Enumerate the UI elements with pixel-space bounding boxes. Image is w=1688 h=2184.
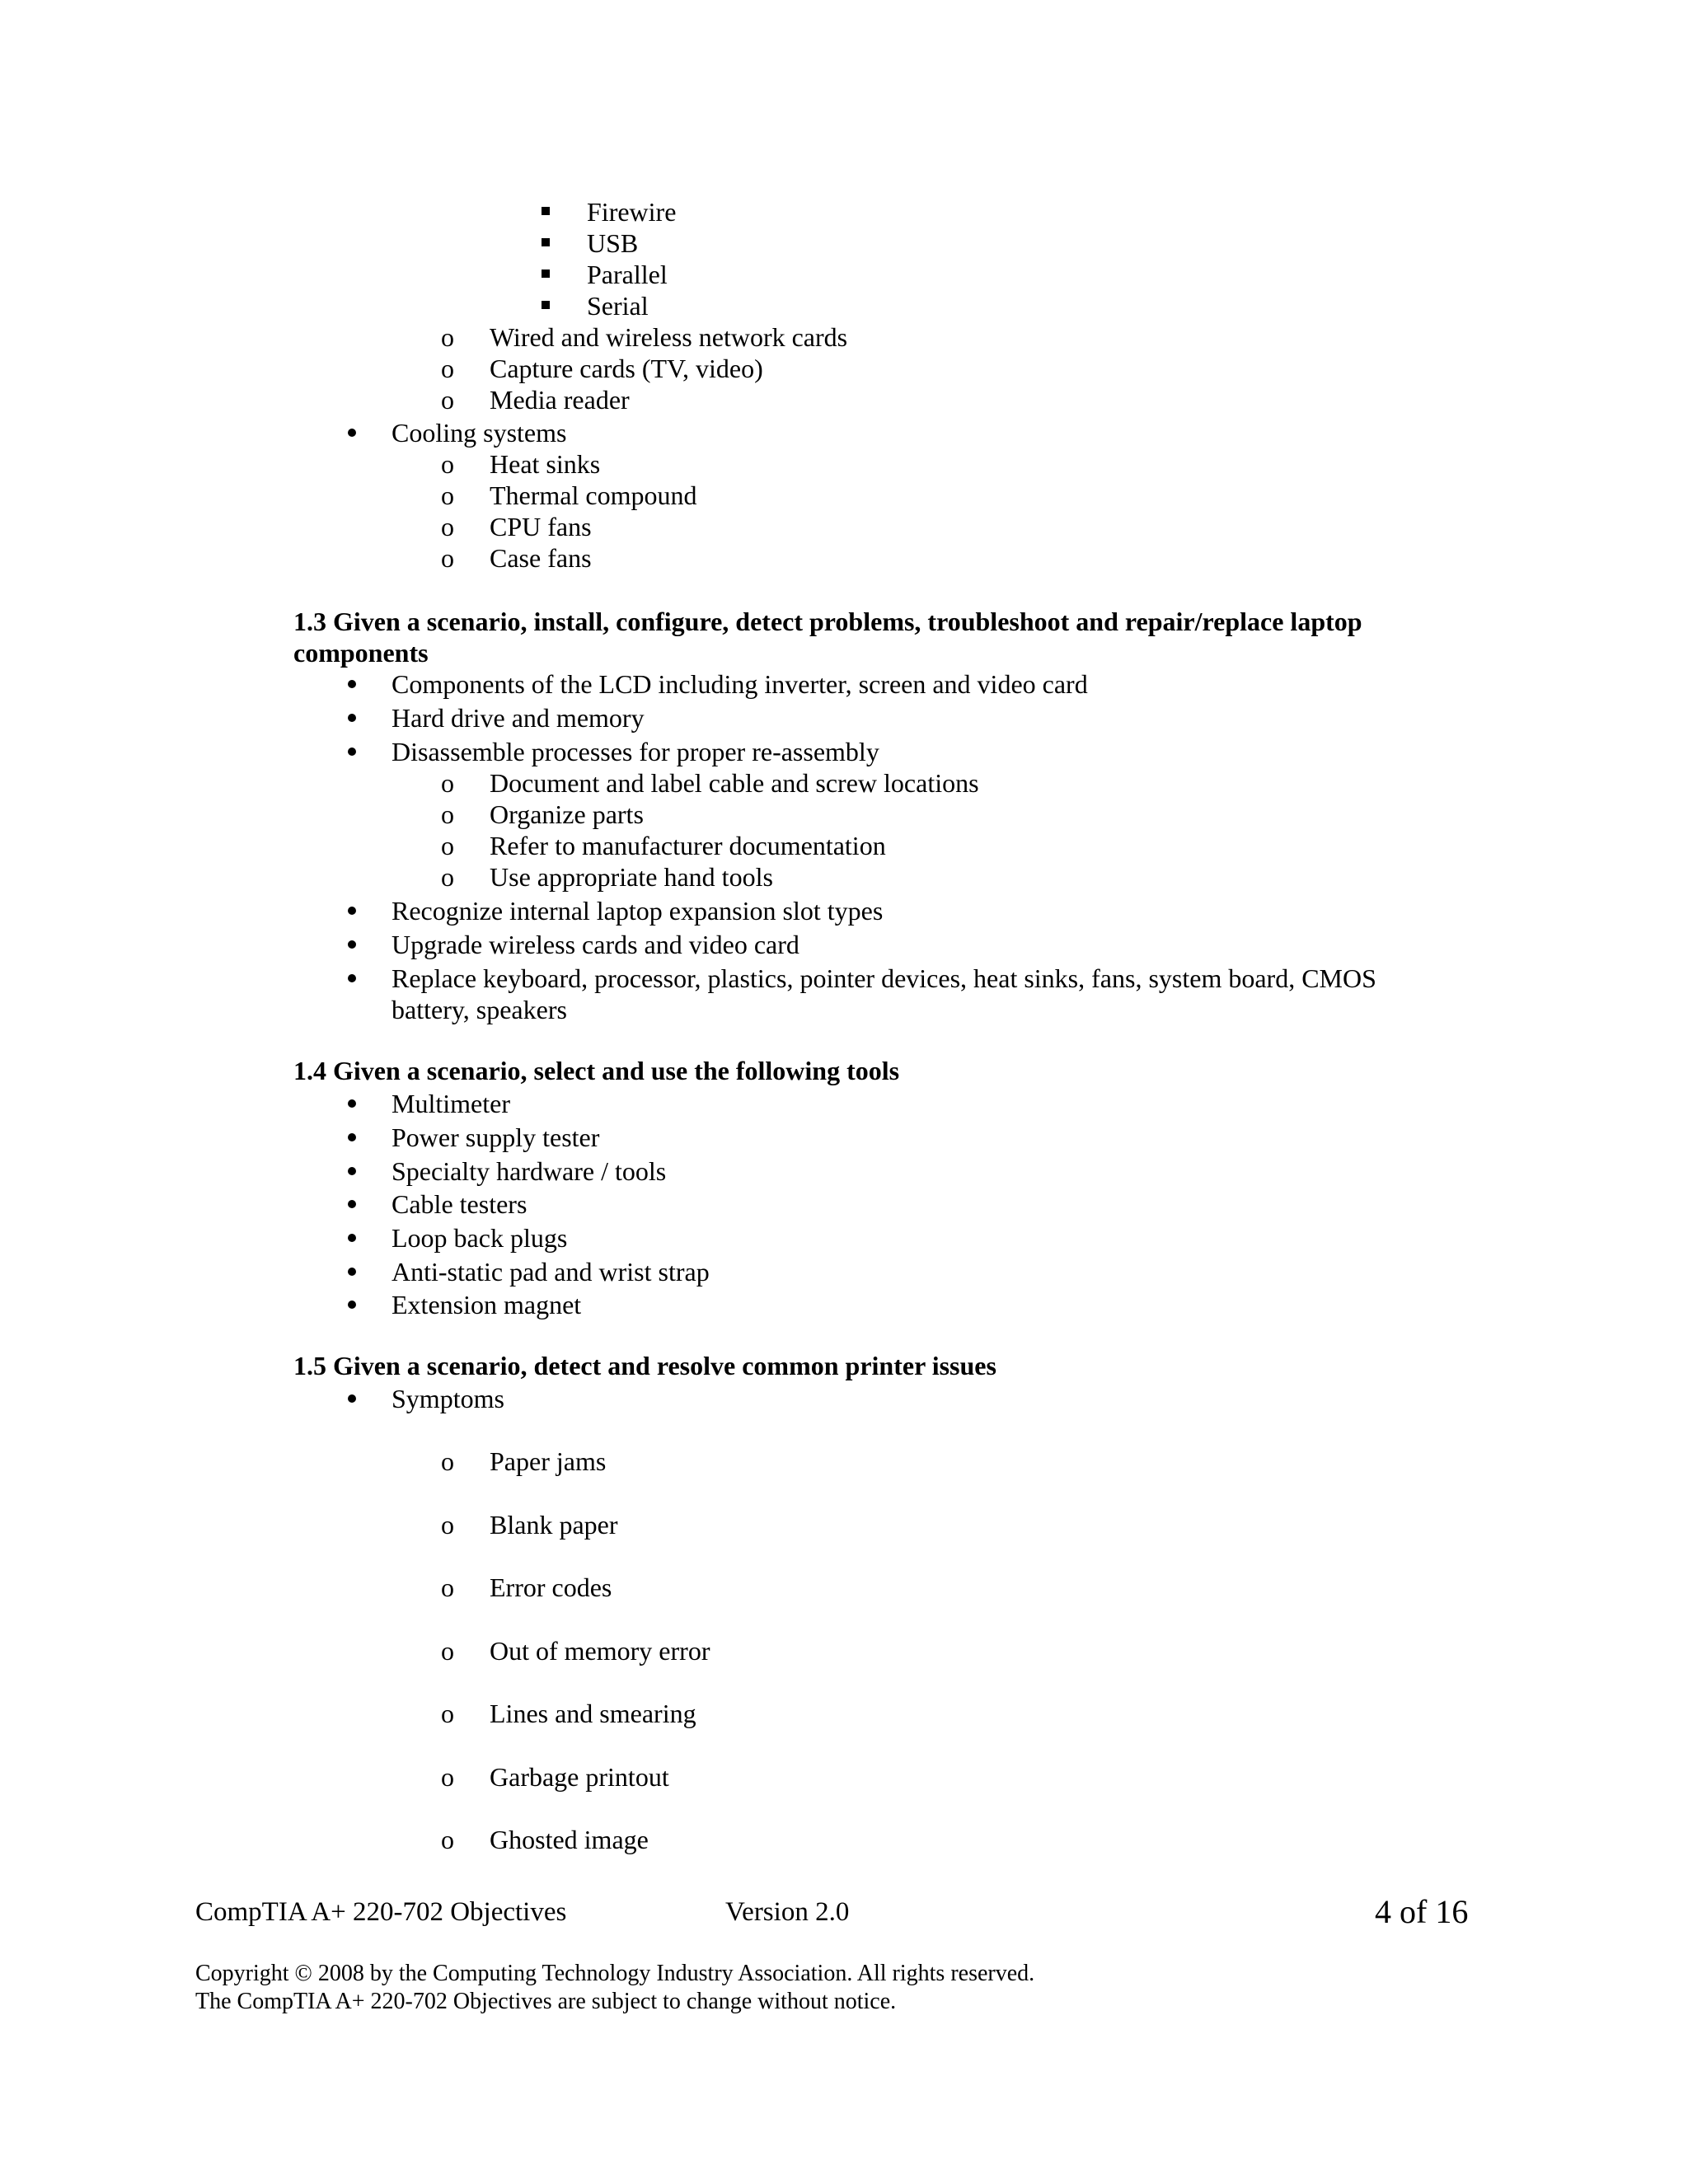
circle-bullet-icon: o [441,543,454,573]
list-item: Paper jams [490,1446,607,1476]
bullet-icon [348,907,356,915]
circle-bullet-icon: o [441,1762,454,1792]
list-item: Symptoms [392,1384,504,1413]
list-item: Media reader [490,385,630,415]
list-item: Extension magnet [392,1290,582,1319]
list-item: Blank paper [490,1510,618,1540]
list-item: Components of the LCD including inverter, screen and video card [392,669,1088,699]
list-item: Specialty hardware / tools [392,1156,667,1186]
circle-bullet-icon: o [441,480,454,510]
page-number: 4 of 16 [1375,1893,1469,1930]
bullet-icon [348,940,356,949]
circle-bullet-icon: o [441,831,454,860]
list-item: Multimeter [392,1089,510,1118]
bullet-icon [348,1200,356,1208]
list-item: Replace keyboard, processor, plastics, pointer devices, heat sinks, fans, system board, CMOS [392,963,1376,993]
list-item: Organize parts [490,799,644,829]
circle-bullet-icon: o [441,862,454,892]
list-item: Out of memory error [490,1636,710,1666]
list-item-continued: battery, speakers [392,995,567,1024]
circle-bullet-icon: o [441,1636,454,1666]
bullet-icon [348,1167,356,1175]
circle-bullet-icon: o [441,1446,454,1476]
circle-bullet-icon: o [441,512,454,541]
circle-bullet-icon: o [441,1825,454,1854]
bullet-icon [348,748,356,756]
list-item: Capture cards (TV, video) [490,354,763,383]
list-item: Power supply tester [392,1122,600,1152]
list-item: Recognize internal laptop expansion slot types [392,896,884,926]
list-item: CPU fans [490,512,592,541]
square-bullet-icon [542,207,550,215]
footer-version: Version 2.0 [725,1897,850,1927]
circle-bullet-icon: o [441,1699,454,1728]
list-item: Heat sinks [490,449,601,479]
circle-bullet-icon: o [441,385,454,415]
circle-bullet-icon: o [441,354,454,383]
circle-bullet-icon: o [441,1510,454,1540]
list-item: Ghosted image [490,1825,649,1854]
copyright-notice: Copyright © 2008 by the Computing Technology Industry Association. All rights reserved. [195,1961,1035,1986]
list-item: Garbage printout [490,1762,669,1792]
list-item: Hard drive and memory [392,703,645,733]
bullet-icon [348,714,356,722]
list-item: Wired and wireless network cards [490,322,848,352]
list-item: Error codes [490,1572,612,1602]
list-item: Cable testers [392,1189,528,1219]
bullet-icon [348,1133,356,1141]
circle-bullet-icon: o [441,768,454,798]
circle-bullet-icon: o [441,799,454,829]
section-heading: 1.5 Given a scenario, detect and resolve common printer issues [293,1351,996,1380]
list-item: Use appropriate hand tools [490,862,773,892]
section-heading: 1.3 Given a scenario, install, configure, detect problems, troubleshoot and repair/replace laptop [293,607,1362,636]
list-item: Serial [587,291,649,321]
square-bullet-icon [542,269,550,278]
square-bullet-icon [542,238,550,246]
list-item: USB [587,228,639,258]
list-item: Loop back plugs [392,1223,568,1253]
square-bullet-icon [542,301,550,309]
list-item: Firewire [587,197,677,227]
bullet-icon [348,1394,356,1403]
bullet-icon [348,974,356,982]
bullet-icon [348,1234,356,1242]
section-heading: 1.4 Given a scenario, select and use the following tools [293,1056,900,1085]
footer-title: CompTIA A+ 220-702 Objectives [195,1897,567,1927]
list-item: Upgrade wireless cards and video card [392,930,799,959]
list-item: Anti-static pad and wrist strap [392,1257,710,1286]
circle-bullet-icon: o [441,1572,454,1602]
list-item: Parallel [587,260,668,289]
list-item: Case fans [490,543,592,573]
circle-bullet-icon: o [441,449,454,479]
section-heading-continued: components [293,638,429,668]
bullet-icon [348,1268,356,1276]
list-item: Lines and smearing [490,1699,696,1728]
bullet-icon [348,1301,356,1309]
list-item: Thermal compound [490,480,697,510]
circle-bullet-icon: o [441,322,454,352]
list-item: Cooling systems [392,418,567,448]
bullet-icon [348,1099,356,1108]
change-notice: The CompTIA A+ 220-702 Objectives are subject to change without notice. [195,1989,897,2014]
list-item: Document and label cable and screw locations [490,768,979,798]
bullet-icon [348,429,356,437]
bullet-icon [348,680,356,688]
list-item: Refer to manufacturer documentation [490,831,886,860]
list-item: Disassemble processes for proper re-assembly [392,737,879,766]
